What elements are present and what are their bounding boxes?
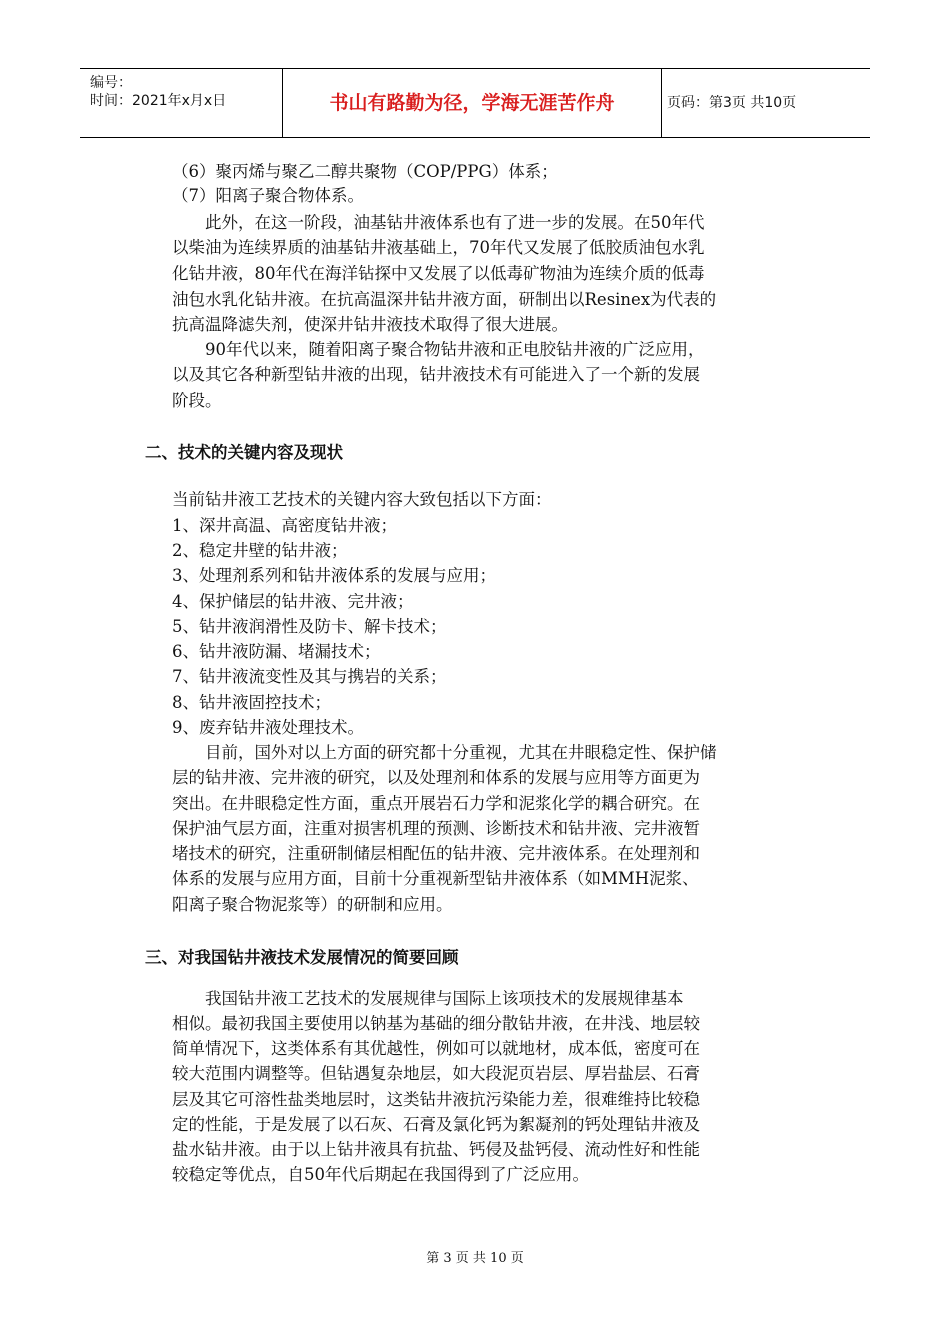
list-item: 6、钻井液防漏、堵漏技术； [172,642,381,661]
list-item: 3、处理剂系列和钻井液体系的发展与应用； [172,566,496,585]
body-line: 以及其它各种新型钻井液的出现，钻井液技术有可能进入了一个新的发展 [172,365,700,384]
list-item: 5、钻井液润滑性及防卡、解卡技术； [172,617,447,636]
body-line: 阶段。 [172,391,222,410]
body-line: 此外，在这一阶段，油基钻井液体系也有了进一步的发展。在50年代 [172,213,705,232]
body-line: 层及其它可溶性盐类地层时，这类钻井液抗污染能力差，很难维持比较稳 [172,1090,700,1109]
body-line: 突出。在井眼稳定性方面，重点开展岩石力学和泥浆化学的耦合研究。在 [172,794,700,813]
document-date: 时间：2021年x月x日 [90,93,227,109]
section-heading: 二、技术的关键内容及现状 [145,443,343,462]
list-item: 8、钻井液固控技术； [172,693,331,712]
header-motto: 书山有路勤为径，学海无涯苦作舟 [282,69,662,137]
list-item: 1、深井高温、高密度钻井液； [172,516,397,535]
page-footer: 第 3 页 共 10 页 [426,1251,524,1266]
body-line: 抗高温降滤失剂，使深井钻井液技术取得了很大进展。 [172,315,568,334]
body-line: 简单情况下，这类体系有其优越性，例如可以就地材，成本低，密度可在 [172,1039,700,1058]
body-line: 以柴油为连续界质的油基钻井液基础上，70年代又发展了低胶质油包水乳 [172,238,705,257]
page-header [80,68,870,138]
list-item: 9、废弃钻井液处理技术。 [172,718,364,737]
section-heading: 三、对我国钻井液技术发展情况的简要回顾 [145,948,459,967]
body-line: 保护油气层方面，注重对损害机理的预测、诊断技术和钻井液、完井液暂 [172,819,700,838]
header-page-number: 页码：第3页 共10页 [667,95,797,111]
body-line: 体系的发展与应用方面，目前十分重视新型钻井液体系（如MMH泥浆、 [172,869,699,888]
body-line: 我国钻井液工艺技术的发展规律与国际上该项技术的发展规律基本 [172,989,684,1008]
document-number: 编号： [90,75,132,91]
body-line: 较大范围内调整等。但钻遇复杂地层，如大段泥页岩层、厚岩盐层、石膏 [172,1064,700,1083]
body-line: 化钻井液，80年代在海洋钻探中又发展了以低毒矿物油为连续介质的低毒 [172,264,705,283]
body-line: 定的性能，于是发展了以石灰、石膏及氯化钙为絮凝剂的钙处理钻井液及 [172,1115,700,1134]
header-meta [80,69,282,137]
body-line: 盐水钻井液。由于以上钻井液具有抗盐、钙侵及盐钙侵、流动性好和性能 [172,1140,700,1159]
body-line: （6）聚丙烯与聚乙二醇共聚物（COP/PPG）体系； [172,162,558,181]
list-item: 2、稳定井壁的钻井液； [172,541,348,560]
body-line: 油包水乳化钻井液。在抗高温深井钻井液方面，研制出以Resinex为代表的 [172,290,717,309]
body-line: （7）阳离子聚合物体系。 [172,186,364,205]
list-item: 4、保护储层的钻井液、完井液； [172,592,414,611]
list-item: 7、钻井液流变性及其与携岩的关系； [172,667,447,686]
body-line: 90年代以来，随着阳离子聚合物钻井液和正电胶钻井液的广泛应用， [172,340,705,359]
body-line: 堵技术的研究，注重研制储层相配伍的钻井液、完井液体系。在处理剂和 [172,844,700,863]
body-line: 阳离子聚合物泥浆等）的研制和应用。 [172,895,453,914]
body-line: 较稳定等优点，自50年代后期起在我国得到了广泛应用。 [172,1165,589,1184]
body-line: 层的钻井液、完井液的研究，以及处理剂和体系的发展与应用等方面更为 [172,768,700,787]
body-line: 当前钻井液工艺技术的关键内容大致包括以下方面： [172,490,552,509]
body-line: 相似。最初我国主要使用以钠基为基础的细分散钻井液，在井浅、地层较 [172,1014,700,1033]
body-line: 目前，国外对以上方面的研究都十分重视，尤其在井眼稳定性、保护储 [172,743,717,762]
